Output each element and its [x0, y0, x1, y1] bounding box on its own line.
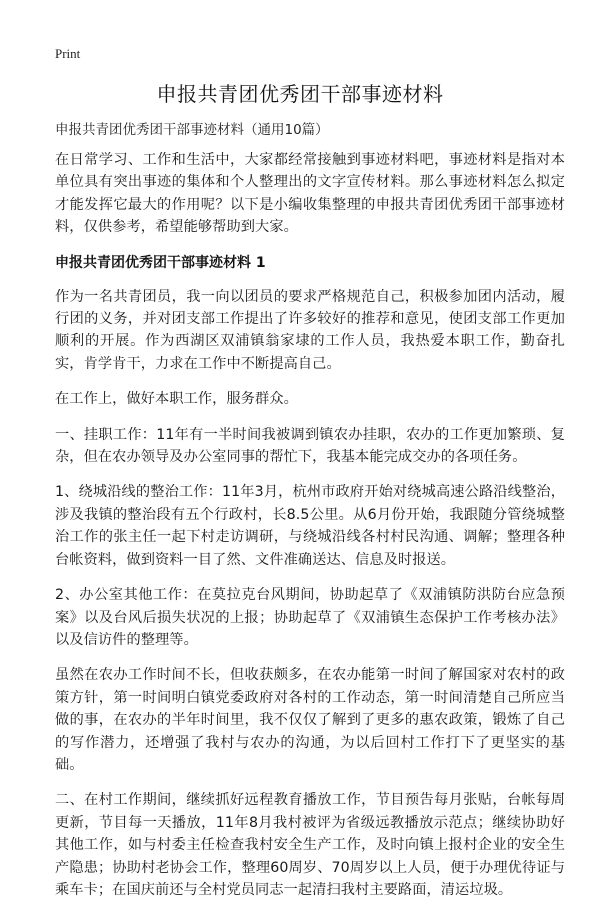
- document-title: 申报共青团优秀团干部事迹材料: [156, 82, 444, 106]
- body-paragraph: 作为一名共青团员，我一向以团员的要求严格规范自己，积极参加团内活动，履行团的义务，并对团支部工作提出了许多较好的推荐和意见，使团支部工作更加顺利的开展。作为西湖区双浦镇翁家埭的工作人员，我热爱本职工作，勤奋扎实，肯学肯干，力求在工作中不断提高自己。: [55, 288, 565, 372]
- body-paragraph: 在工作上，做好本职工作，服务群众。: [55, 391, 298, 408]
- body-paragraph: 虽然在农办工作时间不长，但收获颇多，在农办能第一时间了解国家对农村的政策方针，第一时间明白镇党委政府对各村的工作动态，第一时间清楚自己所应当做的事，在农办的半年时间里，我不仅仅了解到了更多的惠农政策，锻炼了自己的写作潜力，还增强了我村与农办的沟通，为以后回村工作打下了更坚实的基础。: [55, 667, 565, 773]
- body-paragraph: 1、绕城沿线的整治工作：11年3月，杭州市政府开始对绕城高速公路沿线整治，涉及我镇的整治段有五个行政村，长8.5公里。从6月份开始，我跟随分管绕城整治工作的张主任一起下村走访调研，与绕城沿线各村村民沟通、调解；整理各种台帐资料，做到资料一目了然、文件准确送达、信息及时报送。: [55, 484, 565, 568]
- body-paragraph: 二、在村工作期间，继续抓好远程教育播放工作，节目预告每月张贴，台帐每周更新，节目每一天播放，11年8月我村被评为省级远教播放示范点；继续协助好其他工作，如与村委主任检查我村安全生产工作，及时向镇上报村企业的安全生产隐患；协助村老协会工作，整理60周岁、70周岁以上人员，便于办理优待证与乘车卡；在国庆前还与全村党员同志一起清扫我村主要路面，清运垃圾。: [55, 792, 565, 898]
- print-label[interactable]: Print: [55, 46, 81, 61]
- section-heading: 申报共青团优秀团干部事迹材料 1: [55, 254, 266, 271]
- body-paragraph: 2、办公室其他工作：在莫拉克台风期间，协助起草了《双浦镇防洪防台应急预案》以及台风后损失状况的上报；协助起草了《双浦镇生态保护工作考核办法》以及信访件的整理等。: [55, 587, 565, 648]
- body-paragraph: 一、挂职工作：11年有一半时间我被调到镇农办挂职，农办的工作更加繁琐、复杂，但在农办领导及办公室同事的帮忙下，我基本能完成交办的各项任务。: [55, 426, 565, 466]
- document-subtitle: 申报共青团优秀团干部事迹材料（通用10篇）: [55, 122, 329, 138]
- intro-paragraph: 在日常学习、工作和生活中，大家都经常接触到事迹材料吧，事迹材料是指对本单位具有突出事迹的集体和个人整理出的文字宣传材料。那么事迹材料怎么拟定才能发挥它最大的作用呢？以下是小编收集整理的申报共青团优秀团干部事迹材料，仅供参考，希望能够帮助到大家。: [55, 152, 565, 236]
- document-content: [55, 149, 565, 914]
